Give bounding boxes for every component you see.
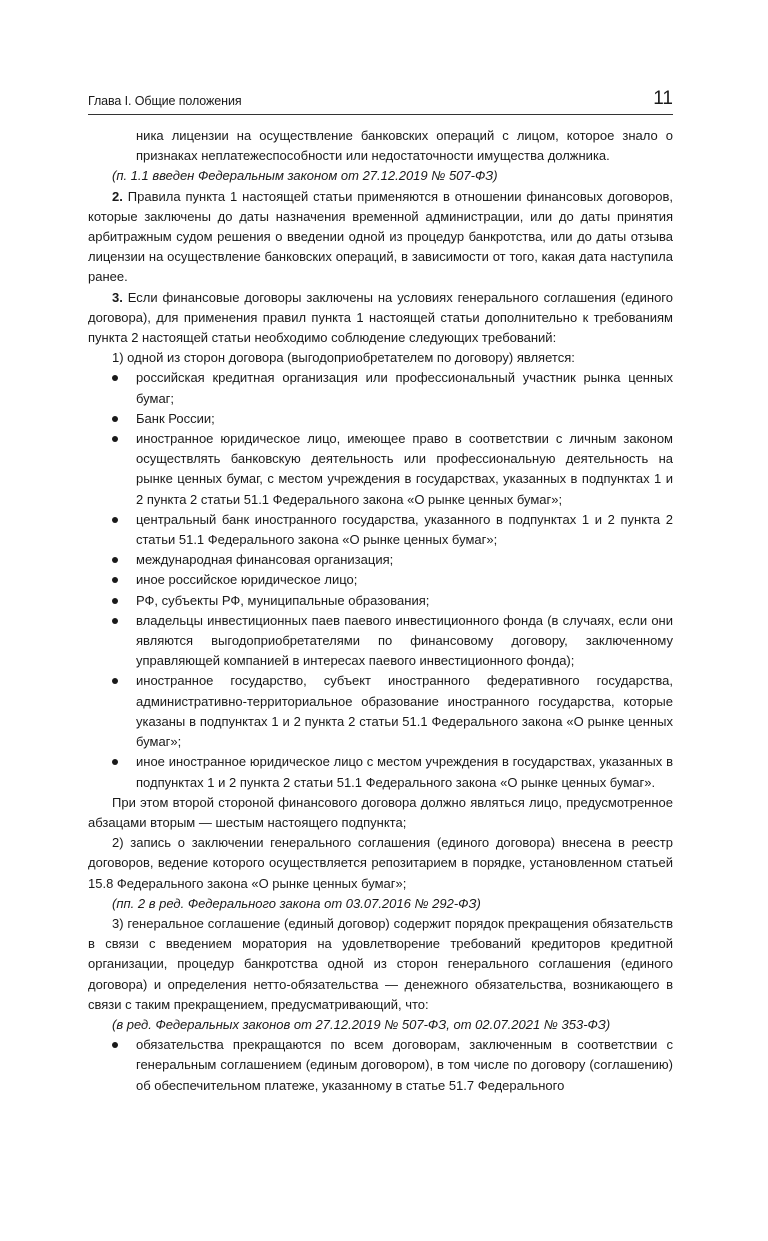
paragraph: При этом второй стороной финансового договора должно являться лицо, предусмотренное абзацами вторым — шестым настоящего подпункта;: [88, 794, 673, 830]
bullet-icon: [112, 375, 118, 381]
list-item: [88, 429, 673, 510]
list-item: [88, 510, 673, 550]
subparagraph-2: 2) запись о заключении генерального соглашения (единого договора) внесена в реестр договоров, ведение которого осуществляется репозитарием в порядке, установленном статьей 15.8 Федерального закона «О рынке ценных бумаг»;: [88, 835, 673, 891]
paragraph-number: 2.: [112, 188, 123, 204]
paragraph-number: 3.: [112, 289, 123, 305]
bullet-icon: [112, 759, 118, 765]
list-item-text: международная финансовая организация;: [136, 552, 394, 568]
paragraph-text: Если финансовые договоры заключены на условиях генерального соглашения (единого договора), для применения правил пункта 1 настоящей статьи дополнительно к требованиям пункта 2 настоящей статьи необходимо соблюдение следующих требований:: [88, 289, 673, 346]
subparagraph-1: 1) одной из сторон договора (выгодоприобретателем по договору) является:: [112, 350, 575, 366]
list-item: [88, 368, 673, 408]
header-rule: [88, 114, 673, 115]
bullet-icon: [112, 678, 118, 684]
list-item: [88, 611, 673, 672]
list-item: [88, 550, 673, 570]
list-item-text: российская кредитная организация или профессиональный участник рынка ценных бумаг;: [136, 370, 673, 406]
list-item-text: центральный банк иностранного государства, указанного в подпунктах 1 и 2 пункта 2 статьи 51.1 Федерального закона «О рынке ценных бумаг»;: [136, 511, 673, 548]
list-item: [88, 409, 673, 429]
list-item-text: РФ, субъекты РФ, муниципальные образования;: [136, 592, 430, 608]
list-item-text: обязательства прекращаются по всем договорам, заключенным в соответствии с генеральным соглашением (единым договором), в том числе по договору (соглашению) об обеспечительном платеже, указанному в статье 51.7 Федерального: [136, 1037, 673, 1093]
list-item: [88, 752, 673, 792]
list-item: [88, 591, 673, 611]
bullet-icon: [112, 416, 118, 422]
bullet-list-parties: [88, 368, 673, 792]
list-item-text: иное иностранное юридическое лицо с местом учреждения в государствах, указанных в подпунктах 1 и 2 пункта 2 статьи 51.1 Федерального закона «О рынке ценных бумаг».: [136, 754, 673, 790]
list-item-text: иностранное юридическое лицо, имеющее право в соответствии с личным законом осуществлять банковскую деятельность или профессиональную деятельность на рынке ценных бумаг, с местом учреждения в государствах, указанных в подпунктах 1 и 2 пункта 2 статьи 51.1 Федерального закона «О рынке ценных бумаг»;: [136, 431, 673, 507]
paragraph: ника лицензии на осуществление банковских операций с лицом, которое знало о признаках неплатежеспособности или недостаточности имущества должника.: [136, 128, 673, 164]
bullet-icon: [112, 618, 118, 624]
list-item: [88, 671, 673, 752]
subparagraph-3: 3) генеральное соглашение (единый договор) содержит порядок прекращения обязательств в связи с введением моратория на удовлетворение требований кредиторов кредитной организации, процедур банкротства одной из сторон генерального соглашения (единого договора) и определения нетто-обязательства — денежного обязательства, возникающего в связи с таким прекращением, предусматривающий, что:: [88, 915, 673, 1012]
list-item-text: иное российское юридическое лицо;: [136, 572, 358, 588]
bullet-list-conditions: [88, 1035, 673, 1096]
bullet-icon: [112, 557, 118, 563]
amendment-note: (пп. 2 в ред. Федерального закона от 03.07.2016 № 292-ФЗ): [112, 895, 481, 911]
paragraph-3: [88, 288, 673, 349]
bullet-icon: [112, 1042, 118, 1048]
bullet-icon: [112, 598, 118, 604]
list-item-text: владельцы инвестиционных паев паевого инвестиционного фонда (в случаях, если они являются выгодоприобретателями по финансовому договору, заключенному управляющей компанией в интересах паевого инвестиционного фонда);: [136, 612, 673, 669]
page-header: [88, 88, 673, 114]
running-title: Глава I. Общие положения: [88, 94, 242, 108]
amendment-note: (в ред. Федеральных законов от 27.12.2019 № 507-ФЗ, от 02.07.2021 № 353-ФЗ): [112, 1016, 611, 1032]
list-item-text: иностранное государство, субъект иностранного федеративного государства, административно-территориальное образование иностранного государства, которые указаны в подпунктах 1 и 2 пункта 2 статьи 51.1 Федерального закона «О рынке ценных бумаг»;: [136, 673, 673, 750]
amendment-note: (п. 1.1 введен Федеральным законом от 27.12.2019 № 507-ФЗ): [112, 168, 498, 184]
bullet-icon: [112, 517, 118, 523]
list-item: [88, 570, 673, 590]
bullet-icon: [112, 577, 118, 583]
list-item-text: Банк России;: [136, 410, 215, 426]
page-body: [88, 126, 673, 1096]
list-item: [88, 1035, 673, 1096]
paragraph-2: [88, 187, 673, 288]
page-number: 11: [653, 88, 673, 109]
paragraph-text: Правила пункта 1 настоящей статьи применяются в отношении финансовых договоров, которые заключены до даты назначения временной администрации, или до даты принятия арбитражным судом решения о введении одной из процедур банкротства, или до даты отзыва лицензии на осуществление банковских операций, в зависимости от того, какая дата наступила ранее.: [88, 188, 673, 285]
bullet-icon: [112, 436, 118, 442]
